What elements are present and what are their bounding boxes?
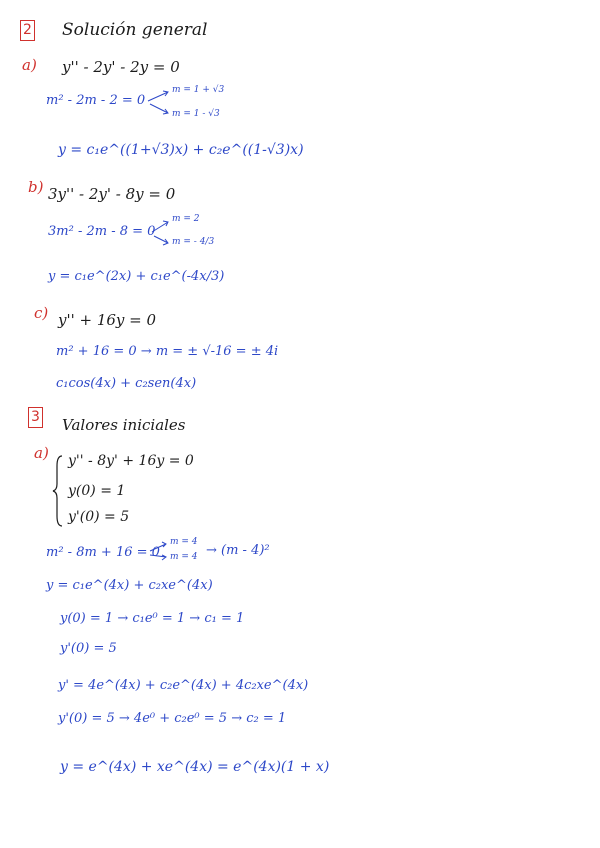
part-3a-condition-step-3: y'(0) = 5 → 4e⁰ + c₂e⁰ = 5 → c₂ = 1	[58, 711, 287, 726]
part-3a-equation: y'' - 8y' + 16y = 0	[68, 453, 194, 469]
part-3a-derivative: y' = 4e^(4x) + c₂e^(4x) + 4c₂xe^(4x)	[58, 678, 309, 693]
section-2-title: Solución general	[62, 20, 208, 40]
part-2a-root-2: m = 1 - √3	[172, 109, 220, 119]
part-2a-equation: y'' - 2y' - 2y = 0	[62, 58, 180, 76]
part-2b-equation: 3y'' - 2y' - 8y = 0	[48, 185, 176, 203]
part-3a-condition-1: y(0) = 1	[68, 483, 126, 499]
part-3a-condition-step-2: y'(0) = 5	[60, 641, 117, 656]
arrow-2b-down	[154, 236, 168, 245]
arrow-2a-down	[150, 104, 168, 114]
section-3-number: 3	[28, 407, 43, 428]
part-2b-solution: y = c₁e^(2x) + c₁e^(-4x/3)	[48, 269, 225, 284]
arrow-2a-up	[148, 91, 168, 101]
part-2a-label: a)	[22, 56, 37, 74]
part-3a-root-2: m = 4	[170, 552, 198, 562]
part-3a-condition-2: y'(0) = 5	[68, 509, 130, 525]
part-3a-general-solution: y = c₁e^(4x) + c₂xe^(4x)	[46, 578, 213, 593]
part-2b-root-1: m = 2	[172, 214, 200, 224]
part-3a-characteristic: m² - 8m + 16 = 0	[46, 545, 160, 560]
system-brace	[53, 456, 62, 526]
part-2c-label: c)	[34, 304, 49, 322]
part-3a-label: a)	[34, 444, 49, 462]
part-2b-label: b)	[28, 178, 44, 196]
part-2a-characteristic: m² - 2m - 2 = 0	[46, 93, 146, 108]
part-2c-equation: y'' + 16y = 0	[58, 311, 157, 329]
part-2b-root-2: m = - 4/3	[172, 237, 215, 247]
part-3a-condition-step-1: y(0) = 1 → c₁e⁰ = 1 → c₁ = 1	[60, 611, 245, 626]
section-3-title: Valores iniciales	[62, 416, 186, 434]
part-2a-solution: y = c₁e^((1+√3)x) + c₂e^((1-√3)x)	[58, 142, 304, 158]
part-2c-characteristic: m² + 16 = 0 → m = ± √-16 = ± 4i	[56, 344, 279, 359]
part-3a-root-1: m = 4	[170, 537, 198, 547]
section-2-number: 2	[20, 20, 35, 41]
part-3a-final-solution: y = e^(4x) + xe^(4x) = e^(4x)(1 + x)	[60, 759, 330, 775]
part-2a-root-1: m = 1 + √3	[172, 85, 225, 95]
part-2c-solution: c₁cos(4x) + c₂sen(4x)	[56, 376, 197, 391]
part-2b-characteristic: 3m² - 2m - 8 = 0	[48, 224, 156, 239]
part-3a-factored: → (m - 4)²	[206, 543, 270, 558]
